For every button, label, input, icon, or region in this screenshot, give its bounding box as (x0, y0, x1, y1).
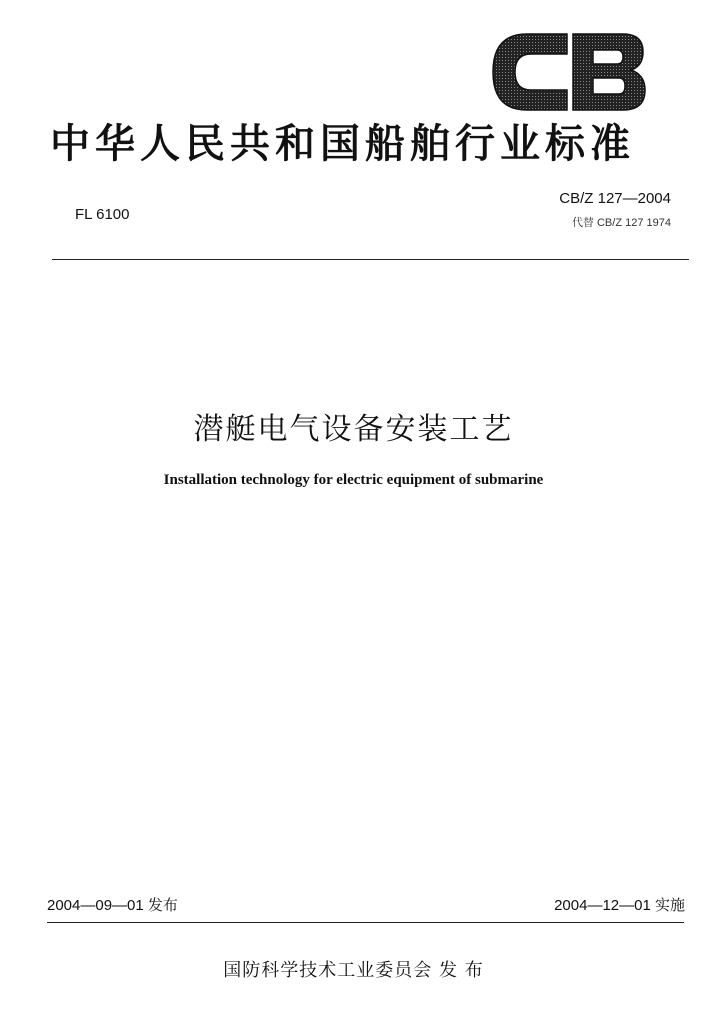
standard-number: CB/Z 127—2004 (559, 190, 671, 207)
document-title-en: Installation technology for electric equipment of submarine (163, 472, 544, 488)
publisher: 国防科学技术工业委员会 发 布 (223, 960, 484, 981)
footer-divider (47, 922, 684, 923)
effective-date: 2004—12—01 实施 (554, 897, 685, 914)
standard-category-title: 中华人民共和国船舶行业标准 (50, 121, 635, 167)
issue-date: 2004—09—01 发布 (47, 897, 178, 914)
cb-logo (489, 26, 649, 118)
replaces-note: 代替 CB/Z 127 1974 (571, 217, 671, 229)
classification-code: FL 6100 (75, 206, 130, 223)
document-title-cn: 潜艇电气设备安装工艺 (193, 412, 514, 447)
header-divider (52, 259, 689, 260)
cb-logo-mark (489, 26, 649, 118)
